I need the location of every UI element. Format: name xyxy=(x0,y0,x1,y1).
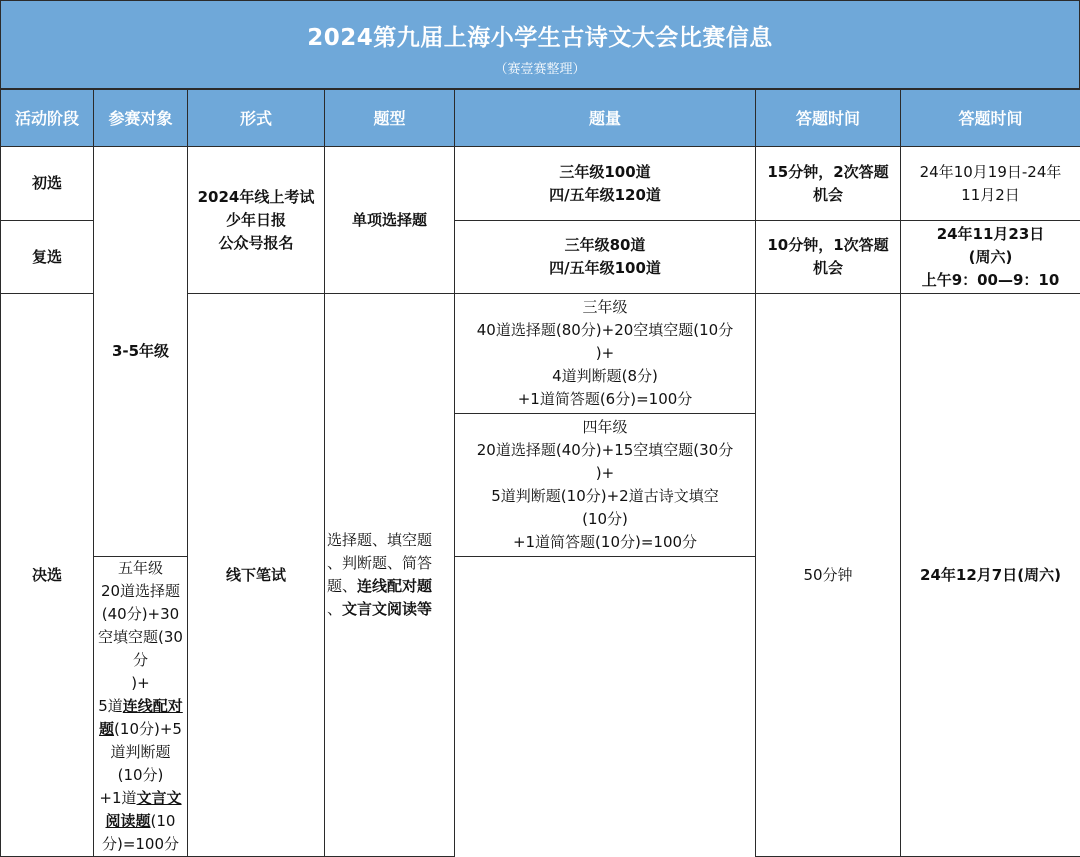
qty-line: )+ xyxy=(459,342,751,365)
form-offline-cell: 线下笔试 xyxy=(188,294,325,857)
qty-line: 四年级 xyxy=(459,416,751,439)
qty-line: 4道判断题(8分) xyxy=(459,365,751,388)
type-text-bold: 文言文阅读等 xyxy=(342,600,432,618)
header-form: 形式 xyxy=(188,90,325,147)
qty-line: 20道选择题(40分)+30空填空题(30分 xyxy=(98,580,183,672)
qty-line: )+ xyxy=(98,672,183,695)
date-preliminary-cell xyxy=(901,147,1080,221)
qty-line xyxy=(98,695,183,764)
qty-line: 三年级100道 xyxy=(459,161,751,184)
qty-line xyxy=(98,787,183,856)
competition-info-table xyxy=(0,89,1080,857)
qty-line: 20道选择题(40分)+15空填空题(30分 xyxy=(459,439,751,462)
date-line: 上午9：00—9：10 xyxy=(903,269,1078,292)
header-question-type: 题型 xyxy=(325,90,455,147)
header-duration: 答题时间 xyxy=(756,90,901,147)
duration-line: 机会 xyxy=(758,257,898,280)
qty-line: 五年级 xyxy=(98,557,183,580)
stage-preliminary: 初选 xyxy=(1,147,94,221)
date-line: (周六) xyxy=(903,246,1078,269)
header-row xyxy=(1,90,1080,147)
form-online-cell xyxy=(188,147,325,294)
type-line: 、判断题、简答 xyxy=(327,552,452,575)
form-online-line: 少年日报 xyxy=(192,209,320,232)
header-date: 答题时间 xyxy=(901,90,1080,147)
form-online-line: 公众号报名 xyxy=(192,232,320,255)
duration-line: 15分钟，2次答题 xyxy=(758,161,898,184)
qty-grade5-cell xyxy=(94,557,188,857)
target-cell: 3-5年级 xyxy=(94,147,188,557)
header-question-count: 题量 xyxy=(455,90,756,147)
qty-second-cell xyxy=(455,221,756,294)
date-final-cell: 24年12月7日(周六) xyxy=(901,294,1080,857)
date-line: 11月2日 xyxy=(903,184,1078,207)
qty-line: 四/五年级100道 xyxy=(459,257,751,280)
type-text: 、 xyxy=(327,600,342,618)
qty-text: 5道 xyxy=(98,697,123,715)
qty-text-emphasis: 连线配对题 xyxy=(99,697,183,738)
page-title: 2024第九届上海小学生古诗文大会比赛信息 xyxy=(1,19,1079,52)
date-line: 24年11月23日 xyxy=(903,223,1078,246)
header-target: 参赛对象 xyxy=(94,90,188,147)
type-text: 题、 xyxy=(327,577,357,595)
qty-line: 5道判断题(10分)+2道古诗文填空 xyxy=(459,485,751,508)
qty-grade4-cell xyxy=(455,414,756,557)
qty-text: (10分)+5道判断题 xyxy=(110,720,181,761)
header-stage: 活动阶段 xyxy=(1,90,94,147)
page-subtitle: （赛壹赛整理） xyxy=(1,58,1079,77)
form-online-line: 2024年线上考试 xyxy=(192,186,320,209)
qty-line: +1道简答题(10分)=100分 xyxy=(459,531,751,554)
qty-line: 三年级80道 xyxy=(459,234,751,257)
date-second-cell xyxy=(901,221,1080,294)
qty-line: 40道选择题(80分)+20空填空题(10分 xyxy=(459,319,751,342)
table-row-preliminary xyxy=(1,147,1080,221)
type-single-cell: 单项选择题 xyxy=(325,147,455,294)
type-line xyxy=(327,598,452,621)
qty-line: 三年级 xyxy=(459,296,751,319)
qty-preliminary-cell xyxy=(455,147,756,221)
qty-grade3-cell xyxy=(455,294,756,414)
qty-text: +1道 xyxy=(99,789,136,807)
qty-line: )+ xyxy=(459,462,751,485)
date-line: 24年10月19日-24年 xyxy=(903,161,1078,184)
qty-line: +1道简答题(6分)=100分 xyxy=(459,388,751,411)
duration-final-cell: 50分钟 xyxy=(756,294,901,857)
duration-line: 机会 xyxy=(758,184,898,207)
type-text-bold: 连线配对题 xyxy=(357,577,432,595)
duration-line: 10分钟，1次答题 xyxy=(758,234,898,257)
qty-text: (10分)=100分 xyxy=(102,812,179,853)
type-line: 选择题、填空题 xyxy=(327,529,452,552)
title-banner xyxy=(0,0,1080,89)
type-line xyxy=(327,575,452,598)
type-final-cell xyxy=(325,294,455,857)
stage-final: 决选 xyxy=(1,294,94,857)
stage-second: 复选 xyxy=(1,221,94,294)
duration-second-cell xyxy=(756,221,901,294)
qty-line: (10分) xyxy=(98,764,183,787)
duration-preliminary-cell xyxy=(756,147,901,221)
qty-text-emphasis: 文言文阅读题 xyxy=(106,789,182,830)
qty-line: 四/五年级120道 xyxy=(459,184,751,207)
qty-line: (10分) xyxy=(459,508,751,531)
